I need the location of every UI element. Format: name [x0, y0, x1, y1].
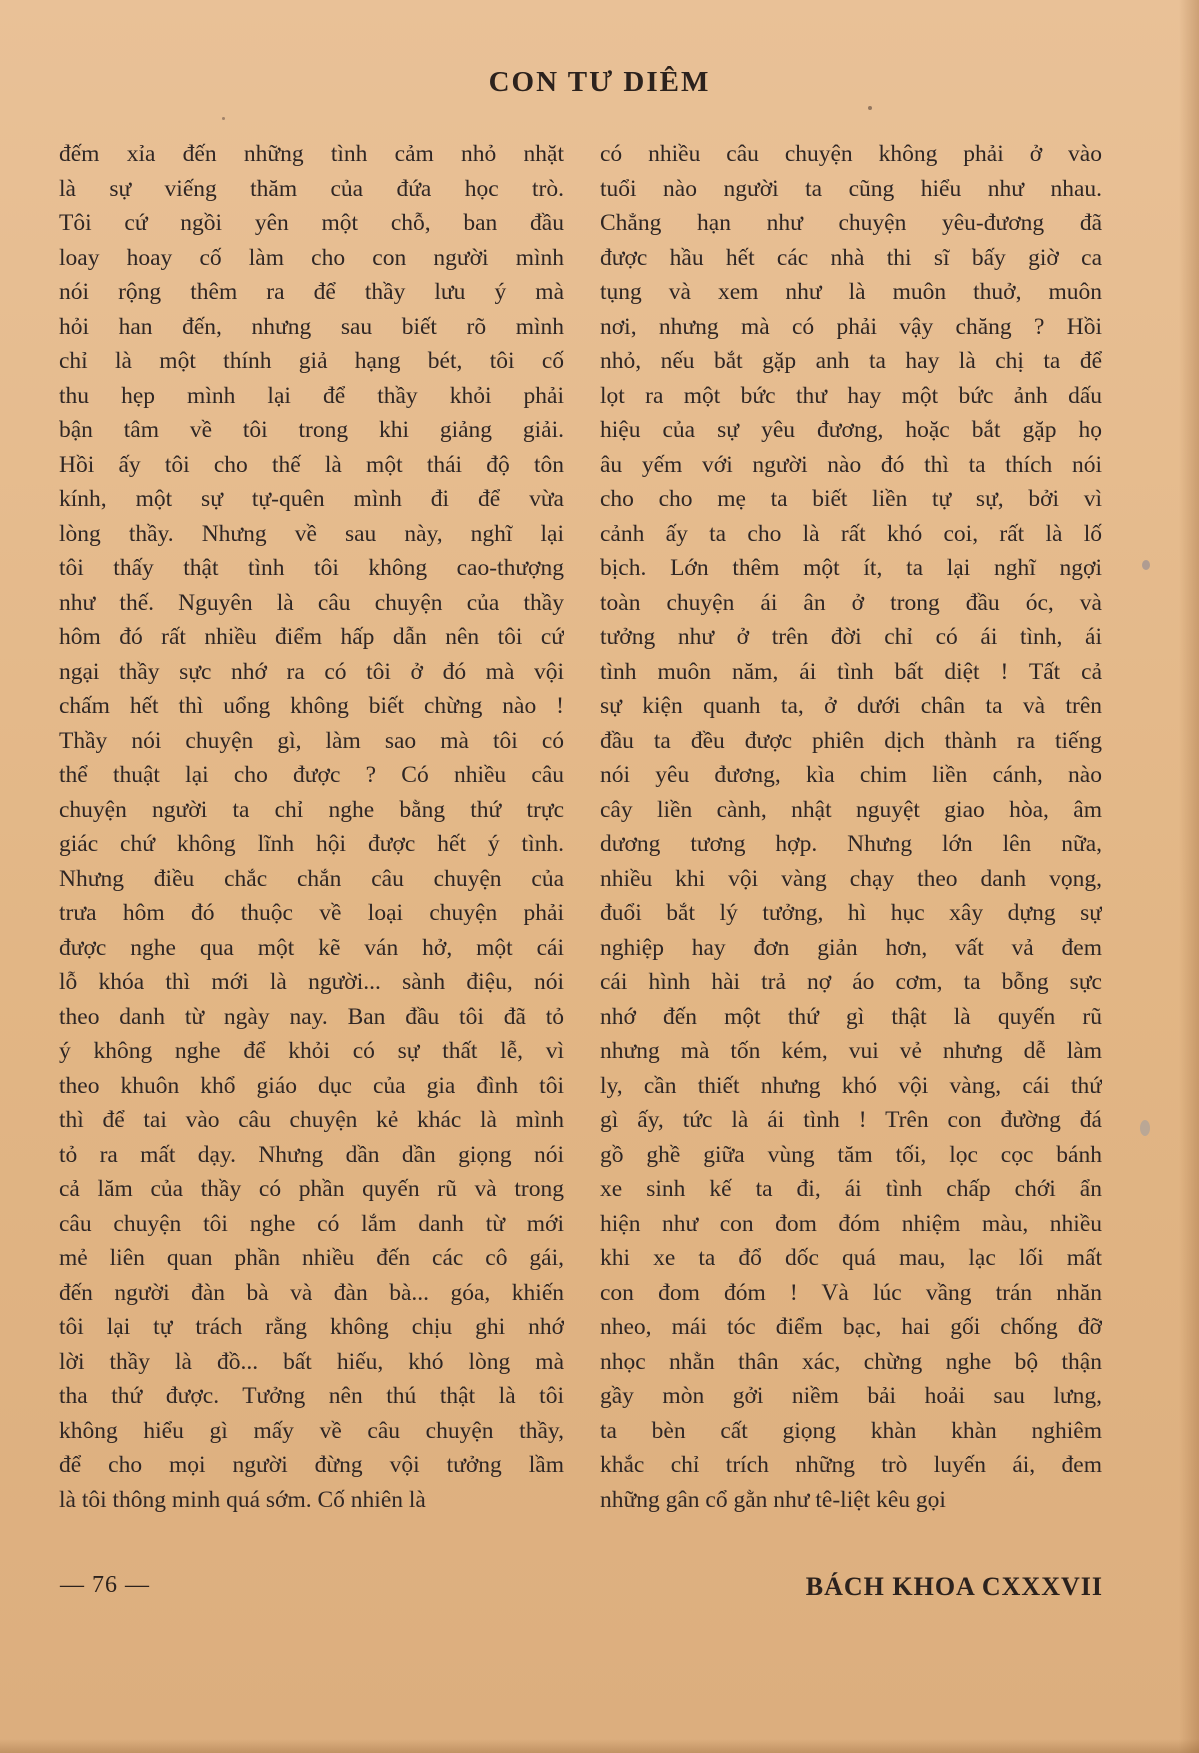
text-line: chỉ là một thính giả hạng bét, tôi cố — [59, 348, 564, 374]
text-line: đuổi bắt lý tưởng, hì hục xây dựng sự — [600, 900, 1102, 926]
page-header-title: CON TƯ DIÊM — [488, 66, 711, 98]
text-line: trưa hôm đó thuộc về loại chuyện phải — [59, 900, 564, 926]
text-line: nhọc nhằn thân xác, chừng nghe bộ thận — [600, 1348, 1102, 1375]
text-line: hiệu của sự yêu đương, hoặc bắt gặp họ — [600, 417, 1102, 443]
text-line: dương tương hợp. Nhưng lớn lên nữa, — [600, 831, 1102, 857]
text-line: thì để tai vào câu chuyện kẻ khác là mình — [59, 1107, 564, 1133]
text-line: sự kiện quanh ta, ở dưới chân ta và trên — [600, 693, 1102, 719]
text-line: âu yếm với người nào đó thì ta thích nói — [600, 451, 1102, 478]
text-line: gì ấy, tức là ái tình ! Trên con đường đá — [600, 1107, 1102, 1133]
text-line: có nhiều câu chuyện không phải ở vào — [600, 141, 1102, 167]
text-line: tôi thấy thật tình tôi không cao-thượng — [59, 555, 564, 581]
text-line: khắc chỉ trích những trò luyến ái, đem — [600, 1452, 1102, 1478]
text-line: Nhưng điều chắc chắn câu chuyện của — [59, 865, 564, 892]
paper-speck — [222, 117, 225, 120]
text-line: lòng thầy. Nhưng về sau này, nghĩ lại — [59, 520, 564, 547]
text-line: cả lăm của thầy có phần quyến rũ và trong — [59, 1176, 564, 1202]
text-line: nơi, nhưng mà có phải vậy chăng ? Hồi — [600, 313, 1102, 340]
text-line: Tôi cứ ngồi yên một chỗ, ban đầu — [59, 210, 564, 236]
text-line: chuyện người ta chỉ nghe bằng thứ trực — [59, 796, 564, 823]
text-line: chấm hết thì uổng không biết chừng nào ! — [59, 693, 564, 719]
text-line: cái hình hài trả nợ áo cơm, ta bỗng sực — [600, 969, 1102, 995]
text-line: nghiệp hay đơn giản hơn, vất vả đem — [600, 934, 1102, 961]
text-line: bịch. Lớn thêm một ít, ta lại nghĩ ngợi — [600, 555, 1102, 581]
text-line: tha thứ được. Tưởng nên thú thật là tôi — [59, 1383, 564, 1409]
text-line: ta bèn cất giọng khàn khàn nghiêm — [600, 1417, 1102, 1444]
text-line: Hồi ấy tôi cho thế là một thái độ tôn — [59, 451, 564, 478]
text-line: tình muôn năm, ái tình bất diệt ! Tất cả — [600, 658, 1102, 685]
publication-name: BÁCH KHOA CXXXVII — [805, 1572, 1103, 1601]
text-line: theo khuôn khổ giáo dục của gia đình tôi — [59, 1072, 564, 1099]
text-line: toàn chuyện ái ân ở trong đầu óc, và — [600, 589, 1102, 616]
text-line: thể thuật lại cho được ? Có nhiều câu — [59, 762, 564, 788]
text-line: câu chuyện tôi nghe có lắm danh từ mới — [59, 1210, 564, 1237]
text-line: ý không nghe để khỏi có sự thất lễ, vì — [59, 1038, 564, 1064]
text-line: loay hoay cố làm cho con người mình — [59, 244, 564, 271]
paper-speck — [868, 106, 872, 110]
text-line: cây liền cành, nhật nguyệt giao hòa, âm — [600, 796, 1102, 823]
text-line: Thầy nói chuyện gì, làm sao mà tôi có — [59, 727, 564, 754]
page-edge-shadow — [1179, 0, 1199, 1753]
text-line: con đom đóm ! Và lúc vầng trán nhăn — [600, 1279, 1102, 1306]
text-line: nheo, mái tóc điểm bạc, hai gối chống đỡ — [600, 1314, 1102, 1340]
text-line: đến người đàn bà và đàn bà... góa, khiến — [59, 1279, 564, 1306]
text-column-right — [600, 137, 1102, 1517]
text-line: cho cho mẹ ta biết liền tự sự, bởi vì — [600, 486, 1102, 512]
text-line: được nghe qua một kẽ ván hở, một cái — [59, 934, 564, 961]
text-line: lọt ra một bức thư hay một bức ảnh dấu — [600, 382, 1102, 409]
text-line: để cho mọi người đừng vội tưởng lầm — [59, 1452, 564, 1478]
text-line: khi xe ta đổ dốc quá mau, lạc lối mất — [600, 1245, 1102, 1271]
page-number: — 76 — — [60, 1572, 150, 1598]
text-line: hôm đó rất nhiều điểm hấp dẫn nên tôi cứ — [59, 624, 564, 650]
text-line: nói rộng thêm ra để thầy lưu ý mà — [59, 279, 564, 305]
text-line: nhưng mà tốn kém, vui vẻ nhưng dễ làm — [600, 1038, 1102, 1064]
page-bottom-shadow — [0, 1739, 1199, 1753]
text-line: giác chứ không lĩnh hội được hết ý tình. — [59, 831, 564, 857]
text-line: những gân cổ gằn như tê-liệt kêu gọi — [600, 1486, 946, 1513]
text-line: tôi lại tự trách rằng không chịu ghi nhớ — [59, 1314, 564, 1340]
text-line: kính, một sự tự-quên mình đi để vừa — [59, 486, 564, 512]
text-line: tỏ ra mất dạy. Nhưng dần dần giọng nói — [59, 1141, 564, 1168]
text-line: không hiểu gì mấy về câu chuyện thầy, — [59, 1417, 564, 1444]
text-line: nhỏ, nếu bắt gặp anh ta hay là chị ta để — [600, 348, 1102, 374]
text-line: bận tâm về tôi trong khi giảng giải. — [59, 417, 564, 443]
text-line: là sự viếng thăm của đứa học trò. — [59, 175, 564, 202]
paper-stain — [1140, 1120, 1150, 1136]
paper-stain — [1142, 560, 1150, 570]
text-line: nhiều khi vội vàng chạy theo danh vọng, — [600, 865, 1102, 892]
text-line: tưởng như ở trên đời chỉ có ái tình, ái — [600, 624, 1102, 650]
text-line: thu hẹp mình lại để thầy khỏi phải — [59, 382, 564, 409]
text-line: ngại thầy sực nhớ ra có tôi ở đó mà vội — [59, 658, 564, 685]
text-line: gầy mòn gởi niềm bải hoải sau lưng, — [600, 1383, 1102, 1409]
text-line: lời thầy là đồ... bất hiếu, khó lòng mà — [59, 1348, 564, 1375]
text-line: được hầu hết các nhà thi sĩ bấy giờ ca — [600, 244, 1102, 271]
text-line: gồ ghề giữa vùng tăm tối, lọc cọc bánh — [600, 1141, 1102, 1168]
text-line: lỗ khóa thì mới là người... sành điệu, nói — [59, 969, 564, 995]
text-line: là tôi thông minh quá sớm. Cố nhiên là — [59, 1486, 426, 1513]
text-line: mẻ liên quan phần nhiều đến các cô gái, — [59, 1245, 564, 1271]
text-line: nói yêu đương, kìa chim liền cánh, nào — [600, 762, 1102, 788]
text-column-left — [59, 137, 564, 1517]
text-line: hiện như con đom đóm nhiệm màu, nhiều — [600, 1210, 1102, 1237]
text-line: hỏi han đến, nhưng sau biết rõ mình — [59, 313, 564, 340]
text-line: đầu ta đều được phiên dịch thành ra tiếng — [600, 727, 1102, 754]
text-line: như thế. Nguyên là câu chuyện của thầy — [59, 589, 564, 616]
text-line: Chẳng hạn như chuyện yêu-đương đã — [600, 210, 1102, 236]
text-line: đếm xỉa đến những tình cảm nhỏ nhặt — [59, 141, 564, 167]
text-line: xe sinh kế ta đi, ái tình chấp chới ẩn — [600, 1176, 1102, 1202]
text-line: cảnh ấy ta cho là rất khó coi, rất là lố — [600, 520, 1102, 547]
text-line: theo danh từ ngày nay. Ban đầu tôi đã tỏ — [59, 1003, 564, 1030]
text-line: ly, cần thiết nhưng khó vội vàng, cái thứ — [600, 1072, 1102, 1099]
text-line: tụng và xem như là muôn thuở, muôn — [600, 279, 1102, 305]
text-line: nhớ đến một thứ gì thật là quyến rũ — [600, 1003, 1102, 1030]
text-line: tuổi nào người ta cũng hiểu như nhau. — [600, 175, 1102, 202]
